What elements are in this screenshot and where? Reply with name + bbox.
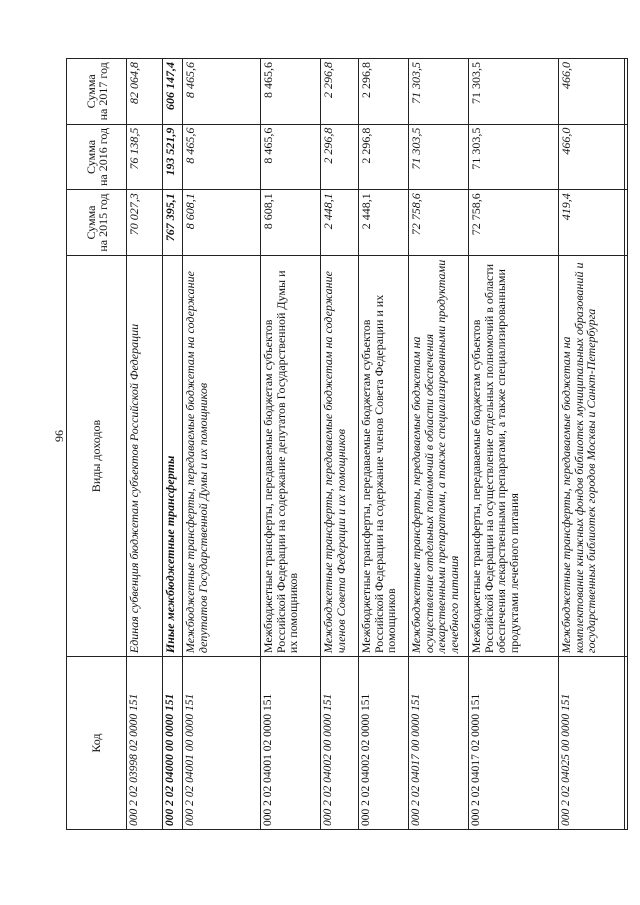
row-amount-2017: 71 303,5 xyxy=(469,59,559,125)
header-2016: Сумма на 2016 год xyxy=(67,124,127,190)
row-code: 000 2 02 04001 00 0000 151 xyxy=(183,657,261,830)
row-amount-2016: 76 138,5 xyxy=(127,124,163,190)
blank-cell xyxy=(625,255,628,656)
header-2015: Сумма на 2015 год xyxy=(67,190,127,256)
row-amount-2017: 8 465,6 xyxy=(183,59,261,125)
row-amount-2016: 466,0 xyxy=(559,124,625,190)
row-amount-2017: 71 303,5 xyxy=(409,59,469,125)
row-amount-2015: 2 448,1 xyxy=(321,190,359,256)
row-code: 000 2 02 04001 02 0000 151 xyxy=(261,657,321,830)
row-amount-2015: 8 608,1 xyxy=(261,190,321,256)
table-row xyxy=(127,59,163,830)
row-name: Межбюджетные трансферты, передаваемые бюджетам субъектов Российской Федерации на осуществление отдельных полномочий в области обеспечения лекарственными препаратами, а также специализированными продуктами лечебного питания xyxy=(469,255,559,656)
header-code: Код xyxy=(67,657,127,830)
table-row xyxy=(359,59,409,830)
row-amount-2015: 419,4 xyxy=(559,190,625,256)
row-name: Межбюджетные трансферты, передаваемые бюджетам субъектов Российской Федерации на содержание членов Совета Федерации и их помощников xyxy=(359,255,409,656)
header-type: Виды доходов xyxy=(67,255,127,656)
row-code: 000 2 02 04017 00 0000 151 xyxy=(409,657,469,830)
row-amount-2016: 2 296,8 xyxy=(359,124,409,190)
row-code: 000 2 02 04002 02 0000 151 xyxy=(359,657,409,830)
table-row xyxy=(261,59,321,830)
row-amount-2015: 72 758,6 xyxy=(469,190,559,256)
row-name: Единая субвенция бюджетам субъектов Российской Федерации xyxy=(127,255,163,656)
table-row xyxy=(321,59,359,830)
row-code: 000 2 02 04017 02 0000 151 xyxy=(469,657,559,830)
row-amount-2017: 466,0 xyxy=(559,59,625,125)
row-code: 000 2 02 04025 00 0000 151 xyxy=(559,657,625,830)
row-name: Межбюджетные трансферты, передаваемые бюджетам субъектов Российской Федерации на содержание депутатов Государственной Думы и их помощников xyxy=(261,255,321,656)
table-row xyxy=(163,59,183,830)
row-amount-2017: 2 296,8 xyxy=(359,59,409,125)
row-amount-2017: 606 147,4 xyxy=(163,59,183,125)
row-name: Межбюджетные трансферты, передаваемые бюджетам на содержание членов Совета Федерации и их помощников xyxy=(321,255,359,656)
blank-cell xyxy=(625,657,628,830)
row-amount-2017: 8 465,6 xyxy=(261,59,321,125)
row-amount-2016: 8 465,6 xyxy=(261,124,321,190)
row-code: 000 2 02 04000 00 0000 151 xyxy=(163,657,183,830)
revenue-table xyxy=(66,58,628,830)
row-code: 000 2 02 04002 00 0000 151 xyxy=(321,657,359,830)
page-number: 96 xyxy=(52,430,66,442)
table-row xyxy=(469,59,559,830)
row-name: Межбюджетные трансферты, передаваемые бюджетам на комплектование книжных фондов библиотек муниципальных образований и государственных библиотек городов Москвы и Санкт-Петербурга xyxy=(559,255,625,656)
row-amount-2016: 2 296,8 xyxy=(321,124,359,190)
row-code: 000 2 02 03998 02 0000 151 xyxy=(127,657,163,830)
row-amount-2017: 82 064,8 xyxy=(127,59,163,125)
table-header xyxy=(67,59,127,830)
row-amount-2016: 71 303,5 xyxy=(469,124,559,190)
table-row xyxy=(183,59,261,830)
blank-cell xyxy=(625,124,628,190)
blank-cell xyxy=(625,59,628,125)
blank-cell xyxy=(625,190,628,256)
row-amount-2015: 2 448,1 xyxy=(359,190,409,256)
row-amount-2017: 2 296,8 xyxy=(321,59,359,125)
row-name: Иные межбюджетные трансферты xyxy=(163,255,183,656)
row-amount-2016: 8 465,6 xyxy=(183,124,261,190)
table-row-blank xyxy=(625,59,628,830)
row-name: Межбюджетные трансферты, передаваемые бюджетам на содержание депутатов Государственной Думы и их помощников xyxy=(183,255,261,656)
table-row xyxy=(559,59,625,830)
row-amount-2015: 70 027,3 xyxy=(127,190,163,256)
row-amount-2015: 72 758,6 xyxy=(409,190,469,256)
table-row xyxy=(409,59,469,830)
row-amount-2015: 767 395,1 xyxy=(163,190,183,256)
row-amount-2016: 193 521,9 xyxy=(163,124,183,190)
rotated-page xyxy=(66,58,599,830)
row-amount-2016: 71 303,5 xyxy=(409,124,469,190)
row-name: Межбюджетные трансферты, передаваемые бюджетам на осуществление отдельных полномочий в области обеспечения лекарственными препаратами, а также специализированными продуктами лечебного питания xyxy=(409,255,469,656)
row-amount-2015: 8 608,1 xyxy=(183,190,261,256)
header-2017: Сумма на 2017 год xyxy=(67,59,127,125)
